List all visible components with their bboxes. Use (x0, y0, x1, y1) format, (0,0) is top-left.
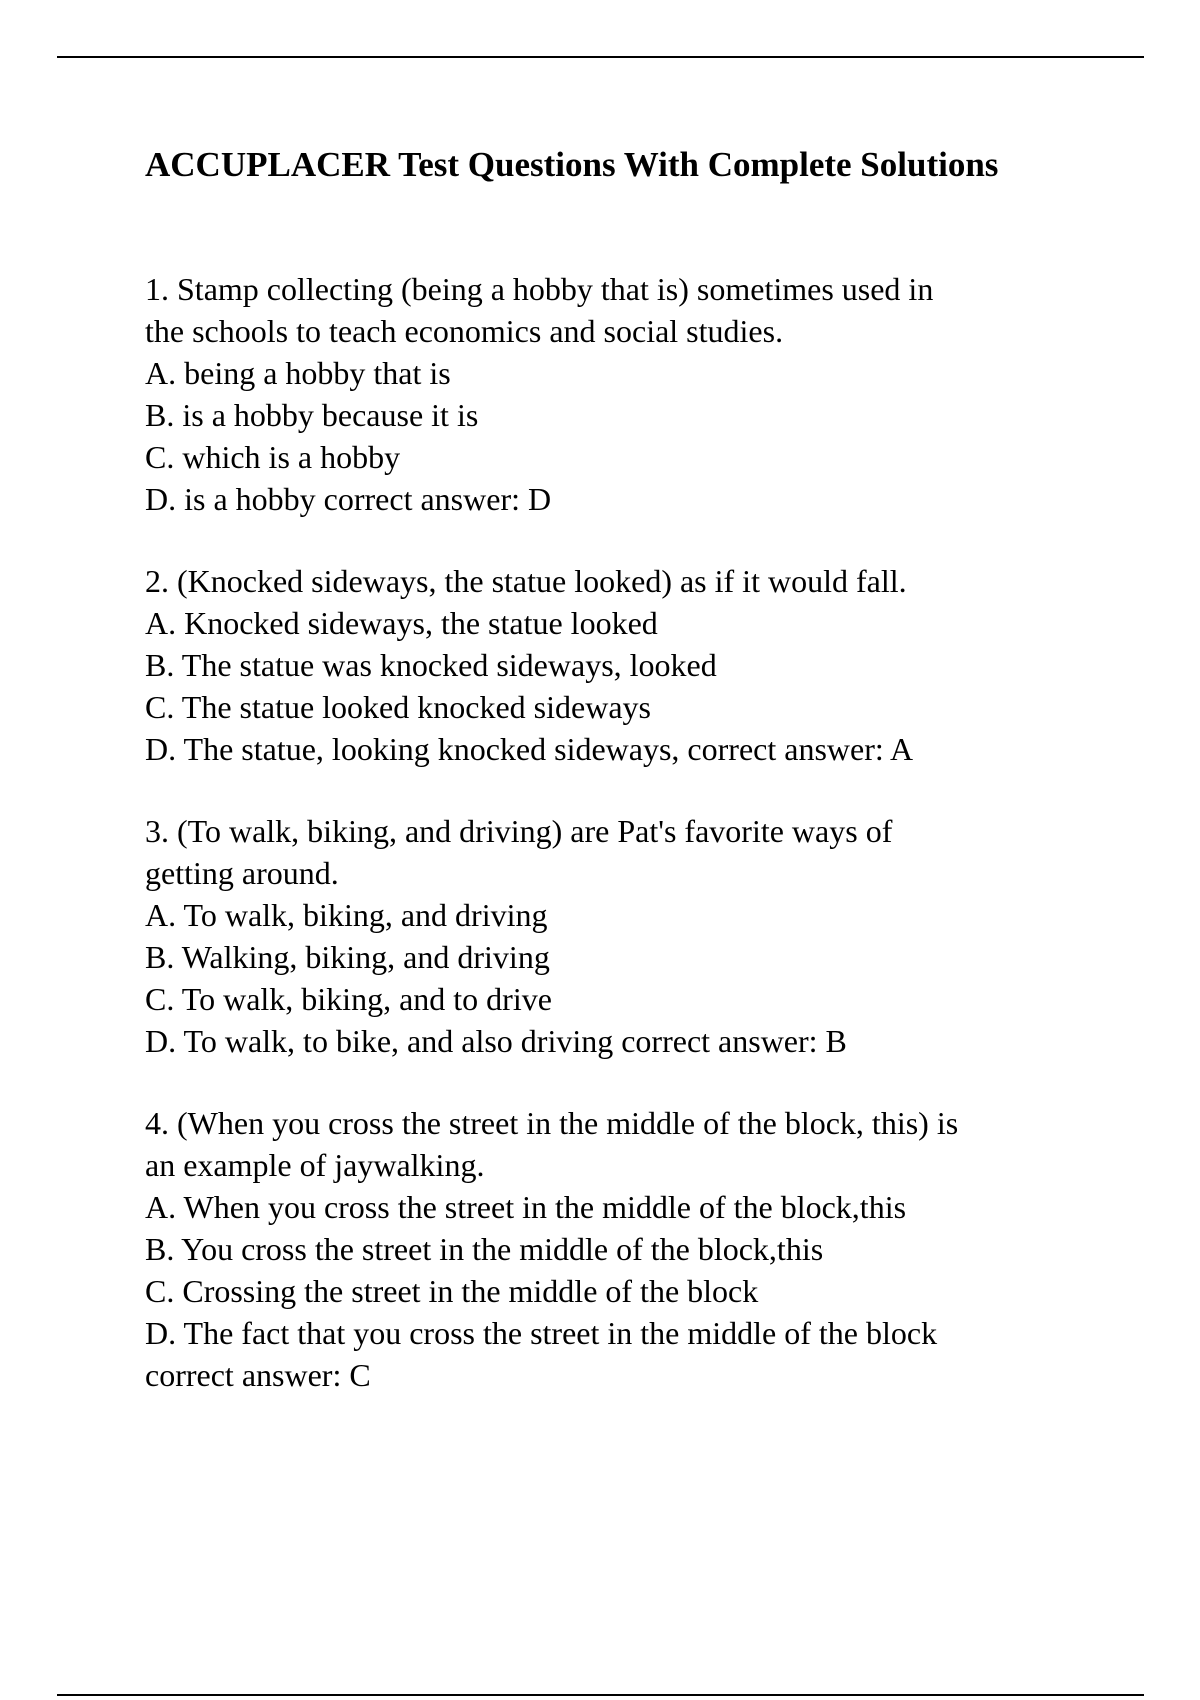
answer-option: D. To walk, to bike, and also driving correct answer: B (145, 1023, 847, 1059)
question-stem-line: the schools to teach economics and social studies. (145, 313, 784, 349)
question-stem-line: getting around. (145, 855, 339, 891)
bottom-rule (57, 1694, 1144, 1696)
answer-option: D. The fact that you cross the street in the middle of the block (145, 1315, 938, 1351)
answer-option: A. Knocked sideways, the statue looked (145, 605, 658, 641)
question-stem-line: 2. (Knocked sideways, the statue looked) as if it would fall. (145, 563, 907, 599)
question-stem-line: an example of jaywalking. (145, 1147, 485, 1183)
question-3 (145, 810, 1105, 1062)
question-stem-line: 1. Stamp collecting (being a hobby that is) sometimes used in (145, 271, 934, 307)
answer-option: C. Crossing the street in the middle of the block (145, 1273, 759, 1309)
answer-option: B. The statue was knocked sideways, looked (145, 647, 717, 683)
answer-option: A. When you cross the street in the middle of the block,this (145, 1189, 907, 1225)
top-rule (57, 56, 1144, 58)
page-title: ACCUPLACER Test Questions With Complete Solutions (145, 145, 999, 184)
answer-option: B. is a hobby because it is (145, 397, 479, 433)
answer-option: C. The statue looked knocked sideways (145, 689, 651, 725)
question-2 (145, 560, 1105, 770)
answer-option: C. To walk, biking, and to drive (145, 981, 552, 1017)
answer-option: D. is a hobby correct answer: D (145, 481, 552, 517)
answer-option: A. being a hobby that is (145, 355, 451, 391)
question-1 (145, 268, 1105, 520)
question-4 (145, 1102, 1105, 1396)
answer-option: B. Walking, biking, and driving (145, 939, 550, 975)
answer-option: A. To walk, biking, and driving (145, 897, 548, 933)
question-stem-line: 4. (When you cross the street in the middle of the block, this) is (145, 1105, 959, 1141)
question-list (145, 268, 1105, 1436)
answer-option: C. which is a hobby (145, 439, 401, 475)
answer-option: D. The statue, looking knocked sideways, correct answer: A (145, 731, 914, 767)
question-stem-line: 3. (To walk, biking, and driving) are Pat's favorite ways of (145, 813, 893, 849)
answer-option: correct answer: C (145, 1357, 371, 1393)
answer-option: B. You cross the street in the middle of the block,this (145, 1231, 824, 1267)
